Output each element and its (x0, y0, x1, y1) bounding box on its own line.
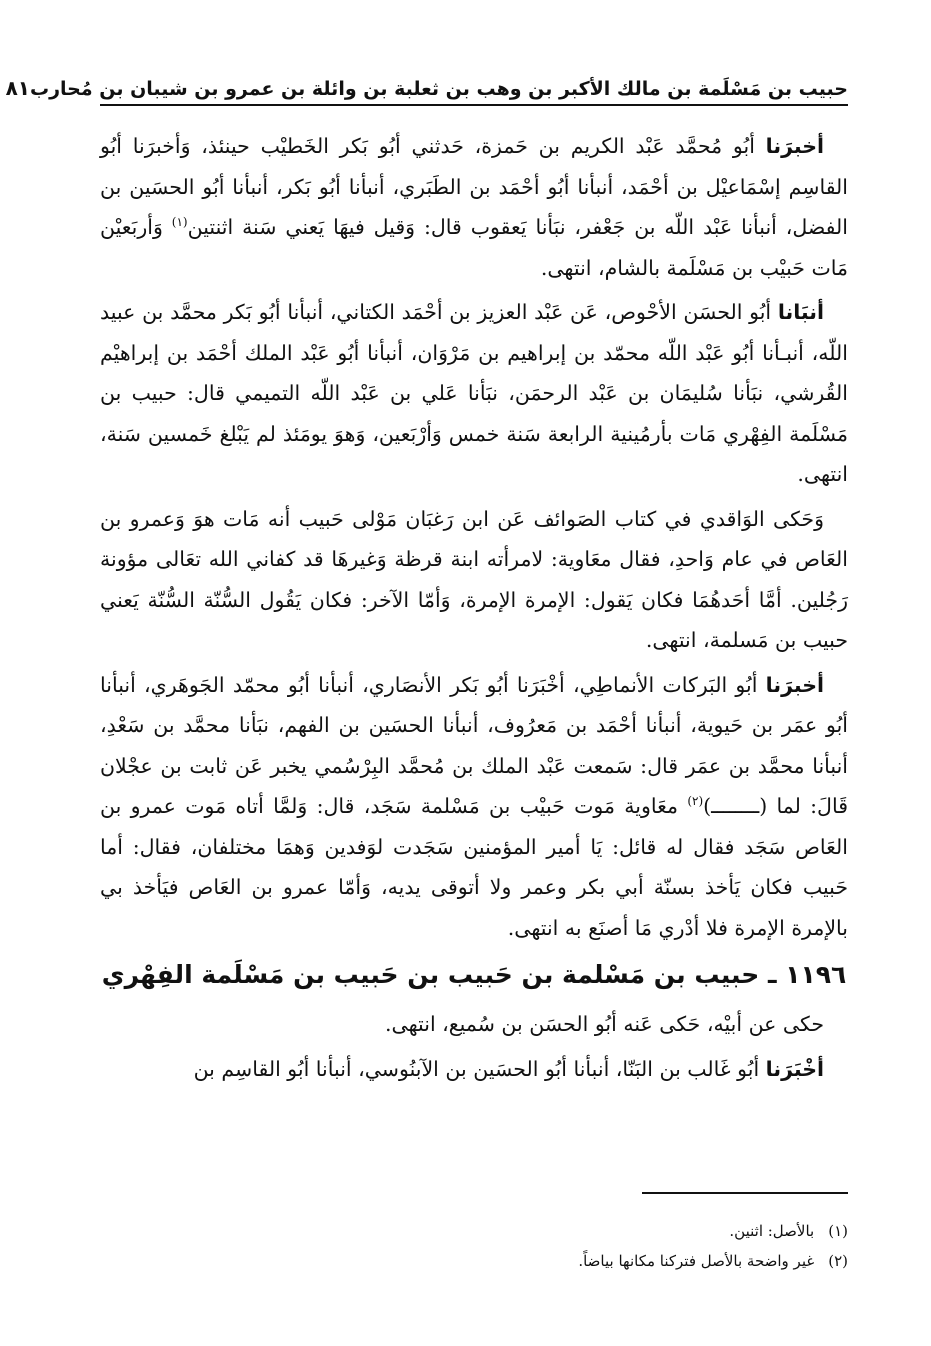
entry-heading: ١١٩٦ ـ حبيب بن مَسْلمة بن حَبيب بن حَبيب بن مَسْلَمة الفِهْري (101, 960, 847, 989)
running-header (5, 66, 848, 100)
page-number: ٨١ (5, 76, 30, 100)
paragraph-6 (100, 1049, 848, 1090)
paragraph-lead: أنبَانا (777, 300, 824, 324)
footnote-ref-1: (١) (171, 215, 188, 230)
paragraph-text: حكى عن أبيْه، حَكى عَنه أبُو الحسَن بن سُميع، انتهى. (385, 1012, 824, 1036)
paragraph-text: أبُو غَالب بن البَنّا، أنبأنا أبُو الحسَين بن الآبنُوسي، أنبأنا أبُو القاسِم بن (193, 1056, 766, 1081)
text-gap: ــــــــ (711, 794, 760, 818)
footnote-text: غير واضحة بالأصل فتركنا مكانها بياضاً. (578, 1252, 815, 1270)
paragraph-lead: أخْبَرَنا (765, 1056, 824, 1081)
footnote-2 (100, 1246, 848, 1276)
footnote-1 (100, 1216, 848, 1246)
paragraph-5 (100, 1004, 848, 1045)
paragraph-lead: أخبرَنا (765, 672, 824, 697)
footnote-number: (١) (828, 1222, 848, 1240)
paragraph-3 (100, 499, 848, 661)
paragraph-text-mid: ) (703, 794, 712, 818)
paragraph-4 (100, 665, 848, 949)
footnote-text: بالأصل: اثنين. (729, 1222, 815, 1240)
footnote-divider (642, 1192, 848, 1194)
footnotes (100, 1216, 848, 1276)
footnote-number: (٢) (828, 1252, 848, 1270)
footnote-ref-2: (٢) (687, 794, 704, 809)
paragraph-text: أبُو البَركات الأنماطِي، أخْبَرَنا أبُو بَكر الأنصَاري، أنبأنا أبُو محمّد الجَوهَري، أنبأنا أبُو عمَر بن حَيوية، أنبأنا أحْمَد بن مَعرُوف، أنبأنا الحسَين بن الفهم، نبَأنا محمَّد بن سَعْدِ، أنبأنا محمَّد بن عمَر قال: سَمعت عَبْد الملك بن مُحمَّد البِرْسُمي يخبر عَن ثابت بن عجْلان قَالَ: لما ( (100, 672, 848, 818)
paragraph-text: أبُو مُحمَّد عَبْد الكريم بن حَمزة، حَدثني أبُو بَكر الخَطيْب حينئذ، وَأخبرَنا أبُو القاسِم إسْمَاعيْل بن أحْمَد، أنبأنا أبُو أحْمَد بن الطَبَري، أنبأنا أبُو بَكر، أنبأنا أبُو الحسَين بن الفضل، أنبأنا عَبْد اللّه بن جَعْفر، نبَأنا يَعقوب قال: وَقيل فيهَا يَعني سَنة اثنتين (100, 134, 848, 239)
paragraph-2 (100, 292, 848, 495)
paragraph-text-cont: وَأربَعيْن مَات حَبيْب بن مَسْلَمة بالشام، انتهى. (100, 215, 848, 280)
main-text (100, 126, 848, 1093)
paragraph-lead: أخبرَنا (765, 134, 824, 158)
paragraph-text-cont: معَاوية مَوت حَبيْب بن مَسْلمة سَجَد، قال: وَلمَّا أتاه مَوت عمرو بن العَاص سَجَد فقال له قائل: يَا أمير المؤمنين سَجَدت لوَفدين وَهمَا مختلفان، فقال: أما حَبيب فكان يَأخذ بسنّة أبي بكر وعمر ولا أتوقى يديه، وَأمّا عمرو بن العَاص فيَأخذ بي بالإمرة الإمرة فلا أدْري مَا أصنَع به انتهى. (100, 794, 848, 940)
paragraph-text: وَحَكى الوَاقدي في كتاب الصَوائف عَن ابن رَغبَان مَوْلى حَبيب أنه مَات هوَ وَعمرو بن العَاص في عام وَاحدِ، فقال معَاوية: لامرأته ابنة قرظة وَغيرهَا قد كفاني الله تعَالى مؤونة رَجُلين. أمَّا أحَدهُمَا فكان يَقول: الإمرة الإمرة، وَأمّا الآخر: فكان يَقُول السُّنّة السُّنّة يَعني حبيب بن مَسلمة، انتهى. (100, 506, 848, 652)
paragraph-1 (100, 126, 848, 288)
header-title: حبيب بن مَسْلَمة بن مالك الأكبر بن وهب بن ثعلبة بن وائلة بن عمرو بن شيبان بن مُحارب (30, 78, 848, 100)
header-divider (100, 104, 848, 106)
paragraph-text: أبُو الحسَن الأحْوص، عَن عَبْد العزيز بن أحْمَد الكتاني، أنبأنا أبُو بَكر محمَّد بن عبيد اللّه، أنبـأنا أبُو عَبْد اللّه محمّد بن إبراهيم بن مَرْوَان، أنبأنا أبُو عَبْد الملك أحْمَد بن إبراهيْم القُرشي، نبَأنا سُليمَان بن عَبْد الرحمَن، نبَأنا عَلي بن عَبْد اللّه التميمي قال: حبيب بن مَسْلَمة الفِهْري مَات بأرمُينية الرابعة سَنة خمس وَأرْبَعين، وَهوَ يومَئذ لم يَبْلغ خَمسين سَنة، انتهى. (100, 300, 848, 486)
